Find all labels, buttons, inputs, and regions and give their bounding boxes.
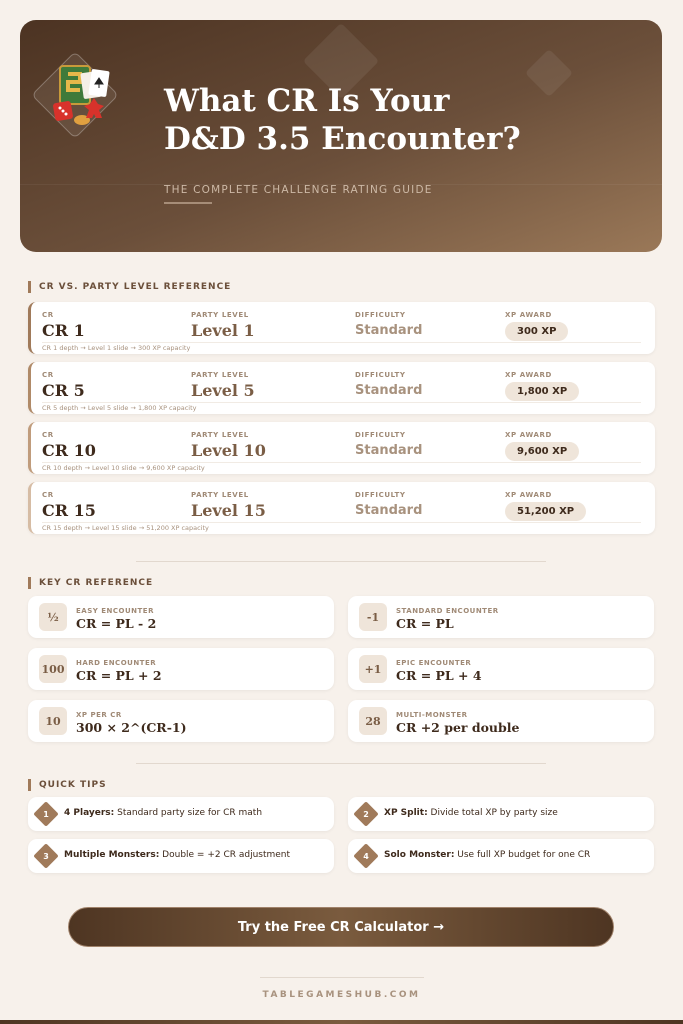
reference-row <box>28 302 655 354</box>
section-heading-tips: QUICK TIPS <box>28 779 107 791</box>
card-formula: CR +2 per double <box>396 720 520 735</box>
xp-award-badge: 51,200 XP <box>505 502 586 521</box>
decorative-diamond <box>525 49 573 97</box>
key-reference-card <box>348 596 654 638</box>
party-level-column-label: PARTY LEVEL <box>191 311 249 319</box>
tip-card <box>348 797 654 831</box>
row-note: CR 5 depth → Level 5 slide → 1,800 XP capacity <box>42 404 197 412</box>
tip-text <box>64 850 290 860</box>
party-level-column-label: PARTY LEVEL <box>191 491 249 499</box>
cr-column-label: CR <box>42 431 54 439</box>
card-formula: CR = PL <box>396 616 454 631</box>
reference-row <box>28 362 655 414</box>
tip-text <box>384 850 590 860</box>
footer-divider <box>260 977 424 978</box>
tip-number: 4 <box>363 851 369 861</box>
cr-column-label: CR <box>42 311 54 319</box>
card-badge: 28 <box>359 707 387 735</box>
row-note: CR 10 depth → Level 10 slide → 9,600 XP capacity <box>42 464 205 472</box>
cr-value: CR 15 <box>42 501 96 520</box>
party-level-column-label: PARTY LEVEL <box>191 371 249 379</box>
key-reference-card <box>28 596 334 638</box>
party-level-value: Level 10 <box>191 441 266 460</box>
tip-description: Double = +2 CR adjustment <box>159 850 291 860</box>
tip-number: 3 <box>43 851 49 861</box>
card-badge: 10 <box>39 707 67 735</box>
party-level-value: Level 15 <box>191 501 266 520</box>
card-label: HARD ENCOUNTER <box>76 659 157 667</box>
difficulty-column-label: DIFFICULTY <box>355 491 406 499</box>
tip-card <box>28 797 334 831</box>
card-label: EASY ENCOUNTER <box>76 607 154 615</box>
card-label: XP PER CR <box>76 711 122 719</box>
party-level-value: Level 5 <box>191 381 255 400</box>
card-label: EPIC ENCOUNTER <box>396 659 472 667</box>
title-line-2: D&D 3.5 Encounter? <box>164 121 521 157</box>
footer-site-link[interactable]: TABLEGAMESHUB.COM <box>262 990 421 1000</box>
row-divider <box>42 462 641 463</box>
key-reference-card <box>28 648 334 690</box>
title-line-1: What CR Is Your <box>164 83 450 119</box>
card-label: MULTI-MONSTER <box>396 711 468 719</box>
tip-card <box>28 839 334 873</box>
cr-value: CR 10 <box>42 441 96 460</box>
xp-award-badge: 1,800 XP <box>505 382 579 401</box>
xp-column-label: XP AWARD <box>505 491 552 499</box>
section-heading-reference: CR VS. PARTY LEVEL REFERENCE <box>28 281 231 293</box>
card-formula: CR = PL + 2 <box>76 668 162 683</box>
tip-title: Solo Monster: <box>384 850 455 860</box>
divider <box>136 763 546 764</box>
tip-text <box>384 808 558 818</box>
difficulty-value: Standard <box>355 383 423 398</box>
tip-number: 1 <box>43 809 49 819</box>
card-badge: 100 <box>39 655 67 683</box>
party-level-column-label: PARTY LEVEL <box>191 431 249 439</box>
hero-banner <box>20 20 662 252</box>
cr-column-label: CR <box>42 371 54 379</box>
divider <box>136 561 546 562</box>
tip-description: Standard party size for CR math <box>114 808 263 818</box>
cr-column-label: CR <box>42 491 54 499</box>
xp-award-badge: 300 XP <box>505 322 568 341</box>
cr-value: CR 1 <box>42 321 85 340</box>
card-formula: CR = PL - 2 <box>76 616 157 631</box>
row-divider <box>42 522 641 523</box>
cr-value: CR 5 <box>42 381 85 400</box>
tip-description: Use full XP budget for one CR <box>454 850 591 860</box>
tip-title: Multiple Monsters: <box>64 850 160 860</box>
subtitle-underline <box>164 202 212 204</box>
reference-row <box>28 422 655 474</box>
card-formula: 300 × 2^(CR-1) <box>76 720 187 735</box>
key-reference-card <box>348 700 654 742</box>
section-heading-key: KEY CR REFERENCE <box>28 577 153 589</box>
row-note: CR 1 depth → Level 1 slide → 300 XP capacity <box>42 344 191 352</box>
bottom-bar <box>0 1020 683 1024</box>
card-badge: ½ <box>39 603 67 631</box>
reference-row <box>28 482 655 534</box>
card-badge: -1 <box>359 603 387 631</box>
card-badge: +1 <box>359 655 387 683</box>
tip-text <box>64 808 262 818</box>
xp-column-label: XP AWARD <box>505 311 552 319</box>
difficulty-value: Standard <box>355 503 423 518</box>
difficulty-column-label: DIFFICULTY <box>355 431 406 439</box>
tip-description: Divide total XP by party size <box>427 808 558 818</box>
card-label: STANDARD ENCOUNTER <box>396 607 499 615</box>
xp-award-badge: 9,600 XP <box>505 442 579 461</box>
difficulty-column-label: DIFFICULTY <box>355 371 406 379</box>
key-reference-card <box>348 648 654 690</box>
tip-number: 2 <box>363 809 369 819</box>
xp-column-label: XP AWARD <box>505 431 552 439</box>
tip-title: XP Split: <box>384 808 428 818</box>
row-divider <box>42 402 641 403</box>
difficulty-value: Standard <box>355 323 423 338</box>
row-divider <box>42 342 641 343</box>
tip-title: 4 Players: <box>64 808 115 818</box>
board-game-logo-icon <box>52 64 132 130</box>
difficulty-column-label: DIFFICULTY <box>355 311 406 319</box>
subtitle: THE COMPLETE CHALLENGE RATING GUIDE <box>164 184 433 196</box>
difficulty-value: Standard <box>355 443 423 458</box>
tip-card <box>348 839 654 873</box>
page-title <box>164 82 521 158</box>
party-level-value: Level 1 <box>191 321 255 340</box>
row-note: CR 15 depth → Level 15 slide → 51,200 XP capacity <box>42 524 209 532</box>
key-reference-card <box>28 700 334 742</box>
xp-column-label: XP AWARD <box>505 371 552 379</box>
cr-calculator-button[interactable]: Try the Free CR Calculator → <box>68 907 614 947</box>
card-formula: CR = PL + 4 <box>396 668 482 683</box>
